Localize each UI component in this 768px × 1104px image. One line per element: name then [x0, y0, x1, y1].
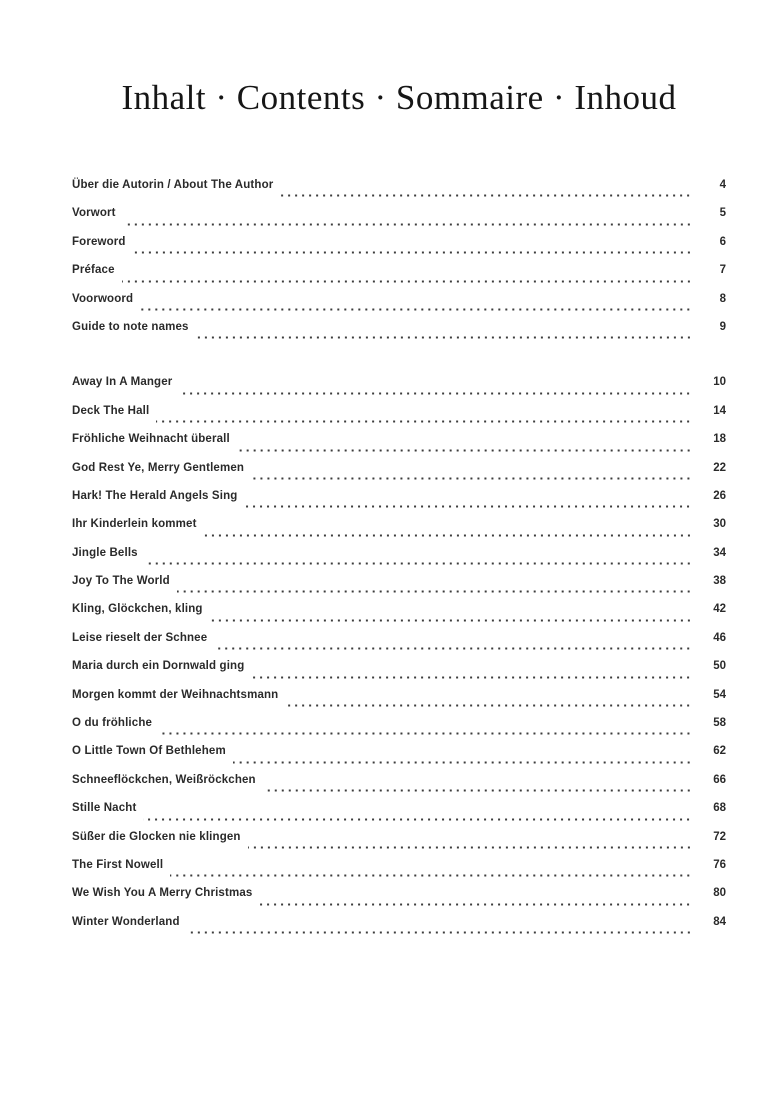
toc-entry-page-number: 4: [719, 179, 726, 191]
toc-entry: [72, 518, 726, 546]
toc-entry-label: Maria durch ein Dornwald ging: [72, 660, 245, 673]
toc-entry-label: Away In A Manger: [72, 376, 173, 389]
toc-entry: [72, 462, 726, 490]
toc-entry: [72, 603, 726, 631]
toc-entry-label: Voorwoord: [72, 292, 134, 305]
toc-entry-page-number: 8: [719, 292, 726, 305]
dot-leader: [187, 916, 692, 944]
dot-leader: [248, 831, 692, 859]
toc-entry: [72, 745, 726, 773]
toc-entry-page-number: 34: [713, 546, 726, 559]
dot-leader: [156, 405, 692, 433]
toc-entry-label: Vorwort: [72, 207, 116, 220]
toc-entry-page-number: 68: [713, 802, 726, 815]
toc-entry: [72, 207, 726, 235]
dot-leader: [214, 632, 692, 660]
dot-leader: [140, 293, 692, 321]
dot-leader: [259, 887, 692, 915]
toc-entry-label: Deck The Hall: [72, 404, 150, 417]
toc-entry: [72, 774, 726, 802]
dot-leader: [251, 462, 692, 490]
dot-leader: [233, 745, 692, 773]
toc-entry: [72, 689, 726, 717]
toc-entry-label: God Rest Ye, Merry Gentlemen: [72, 461, 245, 474]
dot-leader: [123, 207, 692, 235]
toc-entry: [72, 405, 726, 433]
toc-entry-label: Über die Autorin / About The Author: [72, 179, 274, 191]
toc-entry-label: Winter Wonderland: [72, 915, 180, 928]
toc-entry-label: Guide to note names: [72, 320, 189, 333]
toc-entry-page-number: 62: [713, 745, 726, 758]
dot-leader: [280, 179, 692, 207]
dot-leader: [244, 490, 692, 518]
toc-entry-label: O Little Town Of Bethlehem: [72, 745, 226, 758]
dot-leader: [122, 264, 692, 292]
toc-entry: [72, 547, 726, 575]
toc-entry-label: Süßer die Glocken nie klingen: [72, 830, 241, 843]
toc-entry-page-number: 76: [713, 858, 726, 871]
toc-entry-page-number: 6: [719, 235, 726, 248]
dot-leader: [170, 859, 692, 887]
toc-entry-page-number: 7: [719, 264, 726, 277]
toc-entry-page-number: 5: [719, 207, 726, 220]
toc-entry-page-number: 42: [713, 603, 726, 616]
toc-entry-page-number: 72: [713, 830, 726, 843]
toc-entry: [72, 916, 726, 944]
dot-leader: [263, 774, 692, 802]
dot-leader: [145, 547, 692, 575]
song-list: [72, 376, 726, 944]
dot-leader: [251, 660, 692, 688]
toc-entry: [72, 831, 726, 859]
toc-entry-label: Foreword: [72, 235, 126, 248]
toc-entry-page-number: 66: [713, 773, 726, 786]
toc-entry-page-number: 14: [713, 404, 726, 417]
toc-entry-label: Stille Nacht: [72, 802, 137, 815]
toc-entry-page-number: 84: [713, 915, 726, 928]
toc-entry-label: Fröhliche Weihnacht überall: [72, 433, 230, 446]
toc-entry-page-number: 9: [719, 320, 726, 333]
toc-entry-label: We Wish You A Merry Christmas: [72, 887, 253, 900]
toc-entry-page-number: 26: [713, 489, 726, 502]
toc-page: [0, 80, 768, 1104]
toc-entry: [72, 802, 726, 830]
toc-entry-label: O du fröhliche: [72, 717, 153, 730]
toc-entry-label: Kling, Glöckchen, kling: [72, 603, 203, 616]
dot-leader: [143, 802, 692, 830]
dot-leader: [133, 236, 692, 264]
toc-entry-page-number: 22: [713, 461, 726, 474]
toc-entry: [72, 859, 726, 887]
dot-leader: [237, 433, 692, 461]
dot-leader: [179, 376, 692, 404]
toc-entry: [72, 632, 726, 660]
toc-entry-page-number: 54: [713, 688, 726, 701]
toc-entry: [72, 887, 726, 915]
toc-entry-page-number: 10: [713, 376, 726, 389]
dot-leader: [285, 689, 692, 717]
dot-leader: [196, 321, 692, 349]
dot-leader: [204, 518, 692, 546]
toc-entry: [72, 660, 726, 688]
toc-entry: [72, 321, 726, 349]
toc-entry-page-number: 46: [713, 631, 726, 644]
toc-entry: [72, 717, 726, 745]
toc-entry-label: Joy To The World: [72, 575, 170, 588]
toc-entry-page-number: 58: [713, 717, 726, 730]
toc-entry-page-number: 38: [713, 575, 726, 588]
dot-leader: [177, 575, 692, 603]
toc-entry: [72, 236, 726, 264]
toc-entry: [72, 575, 726, 603]
toc-entry-label: Hark! The Herald Angels Sing: [72, 489, 238, 502]
toc-entry: [72, 179, 726, 207]
toc-entry: [72, 264, 726, 292]
toc-entry-page-number: 18: [713, 433, 726, 446]
page-title: Inhalt · Contents · Sommaire · Inhoud: [121, 78, 677, 117]
toc-entry-label: Préface: [72, 264, 115, 277]
dot-leader: [210, 603, 692, 631]
toc-entry-label: Jingle Bells: [72, 546, 138, 559]
toc-entry-label: Ihr Kinderlein kommet: [72, 518, 197, 531]
dot-leader: [159, 717, 692, 745]
toc-entry: [72, 490, 726, 518]
toc-entry-label: Schneeflöckchen, Weißröckchen: [72, 773, 256, 786]
toc-entry-label: Morgen kommt der Weihnachtsmann: [72, 688, 279, 701]
toc-entry-label: The First Nowell: [72, 858, 164, 871]
toc-entry-label: Leise rieselt der Schnee: [72, 631, 208, 644]
toc-entry: [72, 293, 726, 321]
toc-entry: [72, 433, 726, 461]
toc-entry-page-number: 50: [713, 660, 726, 673]
toc-entry-page-number: 30: [713, 518, 726, 531]
toc-entry-page-number: 80: [713, 887, 726, 900]
front-matter-list: [72, 179, 726, 349]
toc-entry: [72, 376, 726, 404]
